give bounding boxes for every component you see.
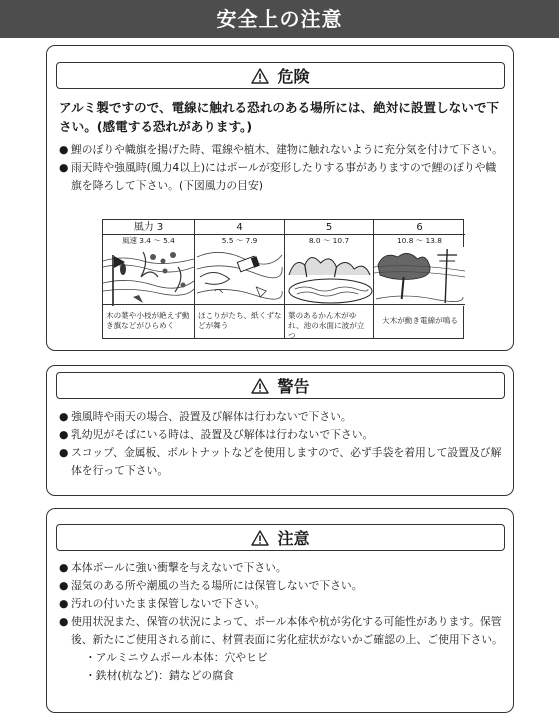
list-item-text: 使用状況また、保管の状況によって、ポール本体や杭が劣化する可能性があります。保管後、新たにご使用される前に、材質表面に劣化症状がないかご確認の上、ご使用下さい。: [71, 615, 503, 646]
danger-panel: [46, 45, 514, 351]
bullet: ●: [59, 446, 69, 459]
wind-caption: ほこりがたち、紙くずなどが舞う: [195, 304, 284, 338]
page-title: 安全上の注意: [0, 0, 559, 38]
warning-header: [56, 372, 505, 399]
wind-level: 風力 3: [103, 220, 194, 235]
bullet: ●: [59, 410, 69, 423]
list-item: [59, 444, 507, 480]
caution-list: [59, 559, 507, 685]
bullet: ●: [59, 615, 69, 628]
bullet: ●: [59, 161, 69, 174]
list-item-text: 鯉のぼりや幟旗を揚げた時、電線や植木、建物に触れないように充分気を付けて下さい。: [71, 143, 503, 156]
danger-lead-text: アルミ製ですので、電線に触れる恐れのある場所には、絶対に設置しないで下さい。(感電する恐れがあります。): [59, 100, 500, 134]
caution-heading: 注意: [277, 529, 310, 548]
wind-caption: 大木が動き電線が鳴る: [374, 304, 465, 338]
wind-illustration-dust: [195, 247, 284, 306]
list-item-text: 汚れの付いたまま保管しないで下さい。: [71, 597, 266, 610]
wind-level: 4: [195, 220, 284, 235]
list-item: [59, 159, 507, 195]
wind-column-3: [103, 220, 194, 338]
danger-header: [56, 62, 505, 89]
warning-triangle-icon: [251, 68, 269, 84]
list-item: [59, 595, 507, 613]
wind-speed: 風速 3.4 〜 5.4: [122, 236, 175, 245]
sub-item: ・鉄材(杭など)：錆などの腐食: [85, 669, 234, 682]
bullet: ●: [59, 561, 69, 574]
wind-illustration-pond: [285, 247, 373, 306]
danger-heading: 危険: [277, 67, 310, 86]
bullet: ●: [59, 597, 69, 610]
warning-list: [59, 408, 507, 480]
list-item-text: 本体ポールに強い衝撃を与えないで下さい。: [71, 561, 287, 574]
warning-triangle-icon: [251, 378, 269, 394]
warning-triangle-icon: [251, 530, 269, 546]
warning-panel: [46, 365, 514, 496]
list-item-text: スコップ、金属板、ボルトナットなどを使用しますので、必ず手袋を着用して設置及び解体を行って下さい。: [71, 446, 502, 477]
wind-column-4: [194, 220, 284, 338]
wind-scale-table: [102, 219, 464, 339]
list-item-text: 湿気のある所や潮風の当たる場所には保管しないで下さい。: [71, 579, 363, 592]
list-item-text: 雨天時や強風時(風力4以上)にはポールが変形したりする事がありますので鯉のぼりや幟旗を降ろして下さい。(下図風力の目安): [71, 161, 497, 192]
list-item: [59, 613, 507, 649]
wind-level: 6: [374, 220, 465, 235]
list-item: [59, 141, 507, 159]
bullet: ●: [59, 143, 69, 156]
bullet: ●: [59, 579, 69, 592]
wind-speed: 8.0 〜 10.7: [308, 236, 350, 245]
wind-speed: 5.5 〜 7.9: [221, 236, 258, 245]
caution-panel: [46, 508, 514, 713]
wind-illustration-leaves: [103, 247, 194, 306]
wind-caption: 木の葉や小枝が絶えず動き旗などがひらめく: [103, 304, 194, 338]
danger-list: [59, 141, 507, 195]
wind-column-6: [373, 220, 465, 338]
bullet: ●: [59, 428, 69, 441]
caution-header: [56, 524, 505, 551]
warning-heading: 警告: [277, 377, 310, 396]
list-item: [59, 559, 507, 577]
sub-item: ・アルミニウムポール本体：穴やヒビ: [85, 651, 268, 664]
wind-speed: 10.8 〜 13.8: [396, 236, 442, 245]
wind-column-5: [284, 220, 373, 338]
list-item: [59, 426, 507, 444]
list-item-text: 乳幼児がそばにいる時は、設置及び解体は行わないで下さい。: [71, 428, 374, 441]
wind-illustration-trees: [374, 247, 465, 306]
list-item: [59, 577, 507, 595]
list-item-text: 強風時や雨天の場合、設置及び解体は行わないで下さい。: [71, 410, 352, 423]
wind-caption: 葉のあるかん木がゆれ、池の水面に波が立つ: [285, 304, 373, 338]
list-item: [59, 408, 507, 426]
wind-level: 5: [285, 220, 373, 235]
